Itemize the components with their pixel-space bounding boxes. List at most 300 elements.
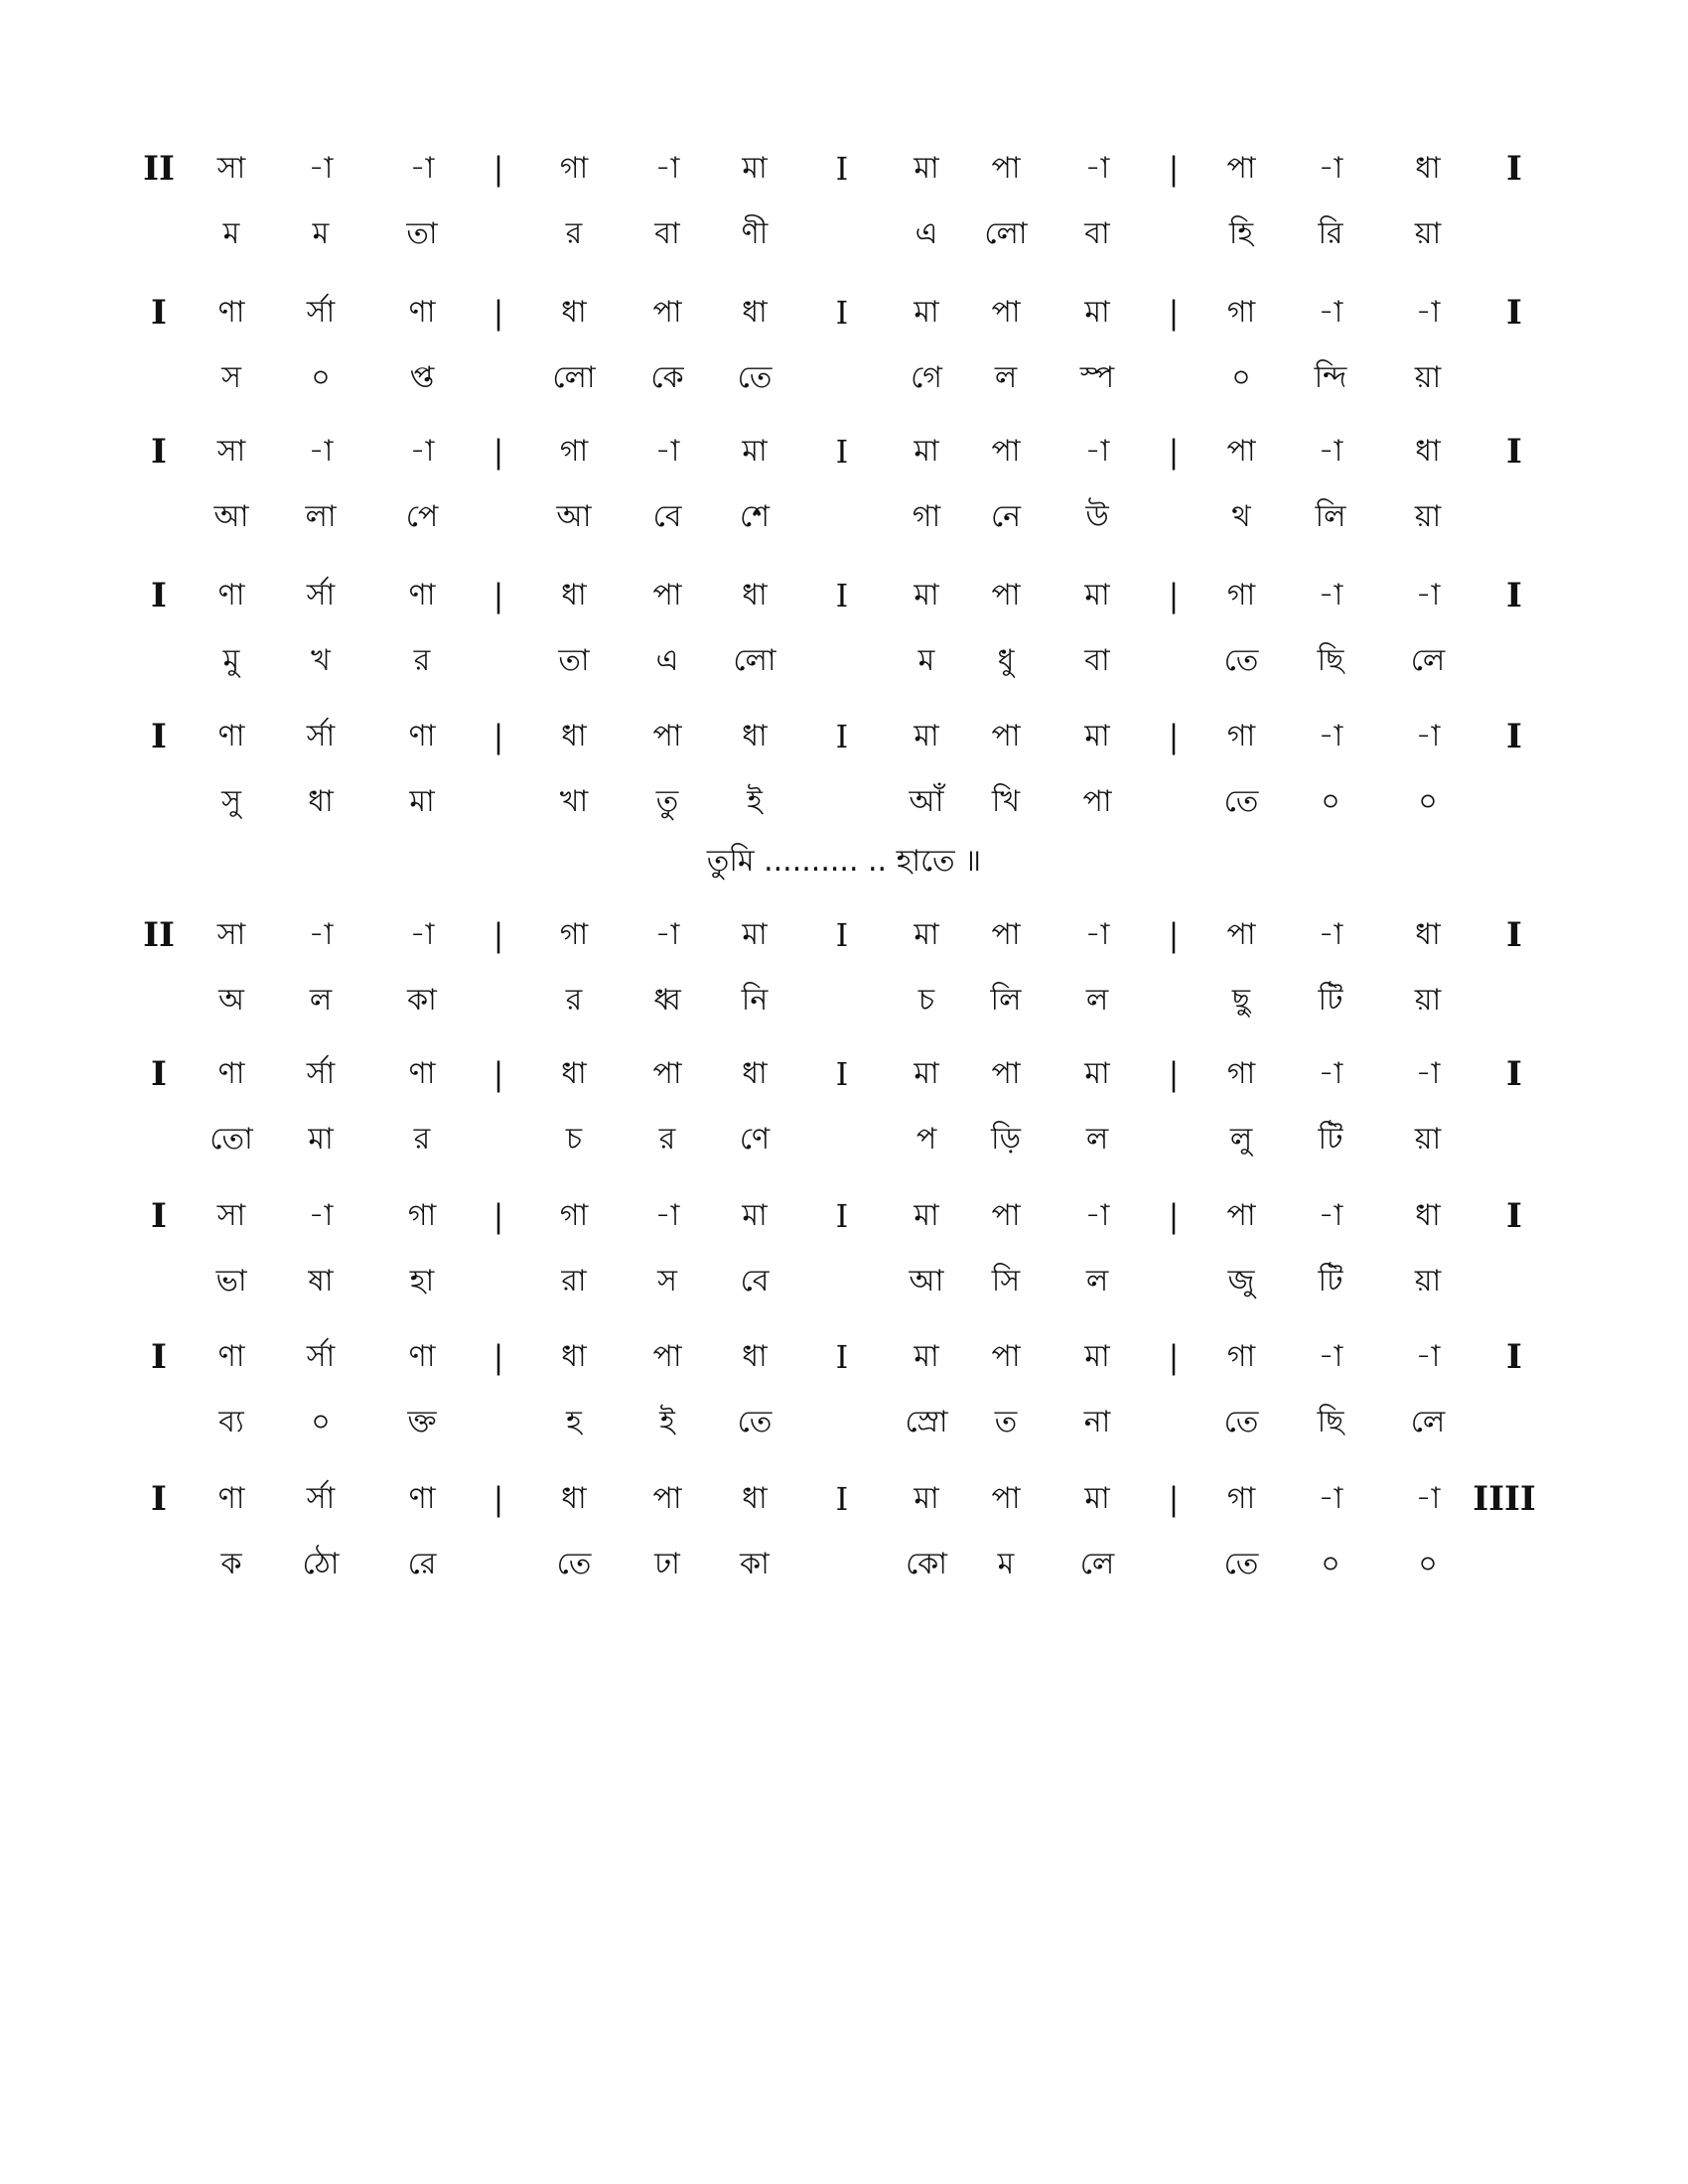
notation-row (0, 905, 1688, 965)
lyric-syllable: ধা (308, 784, 334, 819)
beat-barline: | (1168, 916, 1180, 954)
lyric-syllable: স্প (1079, 360, 1115, 395)
note-cell: ধা (561, 1339, 587, 1374)
note-cell: গা (559, 151, 589, 186)
note-cell: ণা (408, 1339, 436, 1374)
lyric-syllable: গা (912, 499, 941, 534)
note-cell: মা (914, 151, 939, 186)
note-cell: গা (407, 1198, 437, 1233)
note-cell: -া (1318, 1339, 1343, 1374)
lyric-syllable: লি (990, 983, 1022, 1018)
lyric-row (0, 1252, 1688, 1311)
note-cell: মা (914, 1339, 939, 1374)
note-cell: -া (1318, 719, 1343, 753)
lyric-syllable: য়া (1414, 1264, 1442, 1298)
opening-barline: I (151, 432, 167, 472)
lyric-syllable: হা (409, 1264, 435, 1298)
lyric-syllable: ধ্ব (653, 983, 681, 1018)
opening-barline: I (151, 1054, 167, 1094)
lyric-row (0, 348, 1688, 408)
lyric-syllable: ই (659, 1405, 675, 1439)
lyric-syllable: খা (559, 784, 589, 819)
note-cell: মা (914, 295, 939, 330)
lyric-syllable: ল (309, 983, 333, 1018)
note-cell: -া (308, 917, 334, 952)
note-cell: ধা (742, 1481, 768, 1516)
note-cell: ধা (1415, 151, 1441, 186)
note-cell: মা (1084, 578, 1110, 613)
closing-barline: I (1506, 149, 1522, 189)
lyric-syllable: পে (405, 499, 439, 534)
lyric-syllable: টি (1318, 1122, 1343, 1157)
note-cell: পা (991, 1481, 1021, 1516)
note-cell: -া (1318, 151, 1343, 186)
opening-barline: I (151, 717, 167, 756)
lyric-syllable: বে (652, 499, 682, 534)
lyric-syllable: সু (221, 784, 241, 819)
beat-barline: | (1168, 1055, 1180, 1093)
note-cell: পা (991, 434, 1021, 469)
note-cell: ধা (561, 1056, 587, 1091)
note-cell: পা (652, 1481, 682, 1516)
notation-row (0, 1327, 1688, 1387)
lyric-syllable: ০ (1418, 1547, 1438, 1581)
note-cell: -া (1318, 578, 1343, 613)
beat-barline: | (492, 1055, 504, 1093)
note-cell: র্সা (306, 295, 336, 330)
note-cell: ণা (217, 1056, 245, 1091)
note-cell: পা (1226, 151, 1256, 186)
lyric-syllable: আ (909, 1264, 944, 1298)
lyric-syllable: গে (911, 360, 942, 395)
beat-barline: | (1168, 718, 1180, 755)
note-cell: ধা (1415, 917, 1441, 952)
note-cell: মা (1084, 719, 1110, 753)
lyric-syllable: উ (1085, 499, 1109, 534)
note-cell: -া (1415, 719, 1441, 753)
lyric-syllable: ল (1085, 1264, 1109, 1298)
note-cell: ধা (742, 719, 768, 753)
lyric-syllable: ছু (1231, 983, 1251, 1018)
lyric-syllable: ০ (1231, 360, 1251, 395)
note-cell: -া (1084, 151, 1110, 186)
lyric-syllable: ম (222, 216, 240, 251)
note-cell: -া (654, 917, 680, 952)
note-cell: ধা (742, 578, 768, 613)
lyric-syllable: ল (1085, 983, 1109, 1018)
lyric-syllable: বে (740, 1264, 770, 1298)
beat-barline: | (1168, 1338, 1180, 1376)
section-barline: I (835, 150, 849, 188)
opening-barline: I (151, 1337, 167, 1377)
lyric-syllable: খ (311, 643, 331, 678)
note-cell: র্সা (306, 1339, 336, 1374)
beat-barline: | (492, 1197, 504, 1235)
lyric-syllable: এ (914, 216, 938, 251)
section-barline: I (835, 1480, 849, 1518)
note-cell: -া (1318, 917, 1343, 952)
beat-barline: | (1168, 433, 1180, 471)
note-cell: মা (1084, 1481, 1110, 1516)
lyric-syllable: ই (747, 784, 763, 819)
note-cell: -া (1084, 434, 1110, 469)
section-barline: I (835, 433, 849, 471)
lyric-syllable: থ (1231, 499, 1251, 534)
lyric-syllable: য়া (1414, 499, 1442, 534)
lyric-syllable: ধু (997, 643, 1015, 678)
note-cell: ণা (408, 1056, 436, 1091)
lyric-syllable: রি (1318, 216, 1343, 251)
note-cell: -া (1415, 1339, 1441, 1374)
lyric-syllable: লি (1315, 499, 1346, 534)
note-cell: ধা (561, 578, 587, 613)
lyric-syllable: কে (650, 360, 684, 395)
lyric-syllable: লে (1079, 1547, 1115, 1581)
note-cell: মা (914, 1198, 939, 1233)
note-cell: -া (1415, 1056, 1441, 1091)
lyric-syllable: লা (305, 499, 337, 534)
lyric-syllable: র (413, 1122, 431, 1157)
closing-barline: IIII (1473, 1479, 1536, 1519)
note-cell: গা (559, 1198, 589, 1233)
note-cell: মা (742, 1198, 768, 1233)
lyric-row (0, 1535, 1688, 1594)
note-cell: মা (914, 578, 939, 613)
lyric-syllable: তা (406, 216, 438, 251)
lyric-syllable: মু (222, 643, 240, 678)
note-cell: -া (654, 1198, 680, 1233)
note-cell: পা (652, 295, 682, 330)
note-cell: র্সা (306, 1056, 336, 1091)
note-cell: সা (216, 1198, 246, 1233)
note-cell: র্সা (306, 578, 336, 613)
lyric-syllable: ০ (1418, 784, 1438, 819)
lyric-syllable: কো (906, 1547, 947, 1581)
note-cell: গা (559, 917, 589, 952)
beat-barline: | (492, 1480, 504, 1518)
note-cell: মা (914, 917, 939, 952)
note-cell: পা (991, 719, 1021, 753)
lyric-syllable: স (657, 1264, 677, 1298)
lyric-row (0, 1393, 1688, 1452)
note-cell: -া (308, 434, 334, 469)
lyric-syllable: র (565, 216, 583, 251)
lyric-syllable: চ (565, 1122, 583, 1157)
lyric-syllable: কা (407, 983, 437, 1018)
lyric-syllable: অ (218, 983, 244, 1018)
note-cell: পা (991, 1056, 1021, 1091)
lyric-syllable: এ (655, 643, 679, 678)
notation-row (0, 1044, 1688, 1104)
lyric-syllable: স (221, 360, 241, 395)
lyric-syllable: পা (1082, 784, 1112, 819)
note-cell: -া (654, 151, 680, 186)
lyric-syllable: লো (552, 360, 596, 395)
notation-row (0, 139, 1688, 199)
note-cell: র্সা (306, 1481, 336, 1516)
note-cell: ধা (561, 719, 587, 753)
note-cell: মা (1084, 295, 1110, 330)
note-cell: ণা (408, 719, 436, 753)
notation-row (0, 707, 1688, 766)
note-cell: মা (742, 151, 768, 186)
note-cell: পা (991, 917, 1021, 952)
lyric-syllable: কা (740, 1547, 770, 1581)
notation-row (0, 422, 1688, 481)
lyric-syllable: মা (308, 1122, 334, 1157)
note-cell: ণা (217, 1339, 245, 1374)
lyric-syllable: তে (1223, 1405, 1259, 1439)
lyric-syllable: লো (733, 643, 776, 678)
lyric-row (0, 971, 1688, 1030)
beat-barline: | (492, 433, 504, 471)
section-barline: I (835, 294, 849, 332)
lyric-syllable: ০ (1321, 784, 1340, 819)
note-cell: মা (742, 434, 768, 469)
note-cell: গা (559, 434, 589, 469)
note-cell: গা (1226, 1481, 1256, 1516)
note-cell: ণা (217, 295, 245, 330)
note-cell: -া (409, 917, 435, 952)
beat-barline: | (492, 1338, 504, 1376)
notation-row (0, 1469, 1688, 1529)
lyric-syllable: ন্দি (1314, 360, 1347, 395)
lyric-syllable: ভা (215, 1264, 247, 1298)
beat-barline: | (492, 916, 504, 954)
lyric-syllable: শে (740, 499, 770, 534)
lyric-syllable: নে (990, 499, 1022, 534)
lyric-syllable: রে (407, 1547, 437, 1581)
lyric-syllable: আঁ (909, 784, 944, 819)
lyric-row (0, 1110, 1688, 1169)
lyric-syllable: ম (917, 643, 935, 678)
note-cell: -া (308, 1198, 334, 1233)
lyric-row (0, 487, 1688, 547)
lyric-syllable: বা (1084, 216, 1110, 251)
lyric-syllable: ম (312, 216, 330, 251)
closing-barline: I (1506, 293, 1522, 333)
lyric-syllable: ঢা (654, 1547, 680, 1581)
closing-barline: I (1506, 915, 1522, 955)
lyric-syllable: য়া (1414, 216, 1442, 251)
note-cell: -া (409, 151, 435, 186)
note-cell: মা (1084, 1339, 1110, 1374)
lyric-syllable: সি (991, 1264, 1021, 1298)
note-cell: পা (652, 719, 682, 753)
note-cell: র্সা (306, 719, 336, 753)
note-cell: মা (914, 434, 939, 469)
notation-row (0, 566, 1688, 625)
lyric-syllable: ক (220, 1547, 242, 1581)
lyric-syllable: তে (737, 360, 773, 395)
section-barline: I (835, 1197, 849, 1235)
note-cell: মা (914, 1056, 939, 1091)
closing-barline: I (1506, 717, 1522, 756)
lyric-syllable: তে (1223, 643, 1259, 678)
lyric-syllable: ণে (739, 1122, 771, 1157)
lyric-syllable: ছি (1317, 1405, 1344, 1439)
lyric-syllable: ঠো (302, 1547, 340, 1581)
note-cell: ধা (742, 1056, 768, 1091)
opening-barline: I (151, 293, 167, 333)
lyric-syllable: আ (556, 499, 592, 534)
note-cell: -া (1318, 1198, 1343, 1233)
note-cell: ধা (561, 1481, 587, 1516)
lyric-syllable: বা (1084, 643, 1110, 678)
lyric-syllable: প (915, 1122, 937, 1157)
notation-row (0, 283, 1688, 342)
lyric-syllable: টি (1318, 1264, 1343, 1298)
note-cell: ণা (217, 719, 245, 753)
note-cell: মা (914, 719, 939, 753)
lyric-syllable: ষা (308, 1264, 334, 1298)
lyric-syllable: খি (991, 784, 1021, 819)
lyric-syllable: ম (997, 1547, 1015, 1581)
lyric-syllable: ল (994, 360, 1018, 395)
closing-barline: I (1506, 1054, 1522, 1094)
lyric-syllable: হি (1228, 216, 1254, 251)
note-cell: পা (652, 1056, 682, 1091)
lyric-syllable: য়া (1414, 983, 1442, 1018)
note-cell: মা (742, 917, 768, 952)
lyric-syllable: র (658, 1122, 676, 1157)
lyric-syllable: য়া (1414, 1122, 1442, 1157)
lyric-syllable: র (565, 983, 583, 1018)
note-cell: সা (216, 151, 246, 186)
note-cell: পা (1226, 917, 1256, 952)
note-cell: সা (216, 434, 246, 469)
lyric-syllable: ক্ত (407, 1405, 437, 1439)
note-cell: পা (1226, 434, 1256, 469)
lyric-syllable: তে (1223, 1547, 1259, 1581)
note-cell: -া (1415, 578, 1441, 613)
lyric-syllable: তে (556, 1547, 592, 1581)
closing-barline: I (1506, 1337, 1522, 1377)
opening-barline: I (151, 1196, 167, 1236)
section-barline: I (835, 718, 849, 755)
section-barline: I (835, 1055, 849, 1093)
section-barline: I (835, 1338, 849, 1376)
note-cell: -া (1084, 1198, 1110, 1233)
lyric-syllable: ০ (311, 360, 331, 395)
note-cell: -া (1318, 1481, 1343, 1516)
note-cell: -া (1318, 1056, 1343, 1091)
closing-barline: I (1506, 576, 1522, 615)
note-cell: গা (1226, 1056, 1256, 1091)
note-cell: -া (654, 434, 680, 469)
lyric-syllable: লে (1410, 1405, 1446, 1439)
note-cell: ণা (217, 578, 245, 613)
lyric-syllable: তু (655, 784, 679, 819)
closing-barline: I (1506, 1196, 1522, 1236)
note-cell: গা (1226, 578, 1256, 613)
note-cell: পা (1226, 1198, 1256, 1233)
section-barline: I (835, 577, 849, 614)
lyric-syllable: লু (1229, 1122, 1253, 1157)
lyric-syllable: বা (654, 216, 680, 251)
note-cell: ধা (561, 295, 587, 330)
opening-barline: I (151, 1479, 167, 1519)
lyric-syllable: প্ত (409, 360, 435, 395)
note-cell: পা (991, 1198, 1021, 1233)
note-cell: সা (216, 917, 246, 952)
note-cell: মা (1084, 1056, 1110, 1091)
note-cell: পা (652, 578, 682, 613)
note-cell: ণা (217, 1481, 245, 1516)
lyric-row (0, 631, 1688, 691)
note-cell: ণা (408, 1481, 436, 1516)
note-cell: -া (409, 434, 435, 469)
refrain-line (0, 832, 1688, 891)
lyric-syllable: নি (741, 983, 769, 1018)
lyric-syllable: ব্য (218, 1405, 244, 1439)
lyric-syllable: ছি (1317, 643, 1344, 678)
lyric-syllable: তো (210, 1122, 253, 1157)
lyric-row (0, 772, 1688, 832)
opening-barline: II (143, 915, 175, 955)
note-cell: ধা (1415, 434, 1441, 469)
note-cell: -া (1318, 434, 1343, 469)
beat-barline: | (492, 150, 504, 188)
note-cell: গা (1226, 719, 1256, 753)
lyric-syllable: মা (409, 784, 435, 819)
lyric-syllable: ০ (1321, 1547, 1340, 1581)
lyric-syllable: তে (737, 1405, 773, 1439)
note-cell: পা (991, 1339, 1021, 1374)
note-cell: ণা (408, 578, 436, 613)
lyric-syllable: য়া (1414, 360, 1442, 395)
note-cell: মা (914, 1481, 939, 1516)
note-cell: ধা (1415, 1198, 1441, 1233)
note-cell: -া (1415, 1481, 1441, 1516)
lyric-syllable: লে (1410, 643, 1446, 678)
lyric-syllable: আ (213, 499, 249, 534)
notation-row (0, 1186, 1688, 1246)
note-cell: গা (1226, 1339, 1256, 1374)
beat-barline: | (1168, 1197, 1180, 1235)
beat-barline: | (1168, 294, 1180, 332)
lyric-syllable: লো (984, 216, 1028, 251)
lyric-syllable: তা (558, 643, 590, 678)
section-barline: I (835, 916, 849, 954)
lyric-syllable: ণী (741, 216, 769, 251)
beat-barline: | (492, 718, 504, 755)
lyric-syllable: না (1083, 1405, 1111, 1439)
lyric-syllable: স্রো (905, 1405, 948, 1439)
refrain-text: তুমি .......... .. হাতে ॥ (706, 844, 982, 879)
lyric-syllable: হ (566, 1405, 582, 1439)
lyric-syllable: টি (1318, 983, 1343, 1018)
beat-barline: | (1168, 1480, 1180, 1518)
note-cell: ধা (742, 295, 768, 330)
note-cell: পা (991, 295, 1021, 330)
note-cell: পা (991, 578, 1021, 613)
lyric-syllable: ০ (311, 1405, 331, 1439)
beat-barline: | (492, 577, 504, 614)
note-cell: -া (1318, 295, 1343, 330)
note-cell: ণা (408, 295, 436, 330)
note-cell: পা (991, 151, 1021, 186)
note-cell: -া (308, 151, 334, 186)
note-cell: গা (1226, 295, 1256, 330)
lyric-syllable: তে (1223, 784, 1259, 819)
closing-barline: I (1506, 432, 1522, 472)
lyric-syllable: ত (994, 1405, 1018, 1439)
note-cell: -া (1084, 917, 1110, 952)
lyric-syllable: র (413, 643, 431, 678)
beat-barline: | (1168, 150, 1180, 188)
lyric-syllable: রা (561, 1264, 587, 1298)
